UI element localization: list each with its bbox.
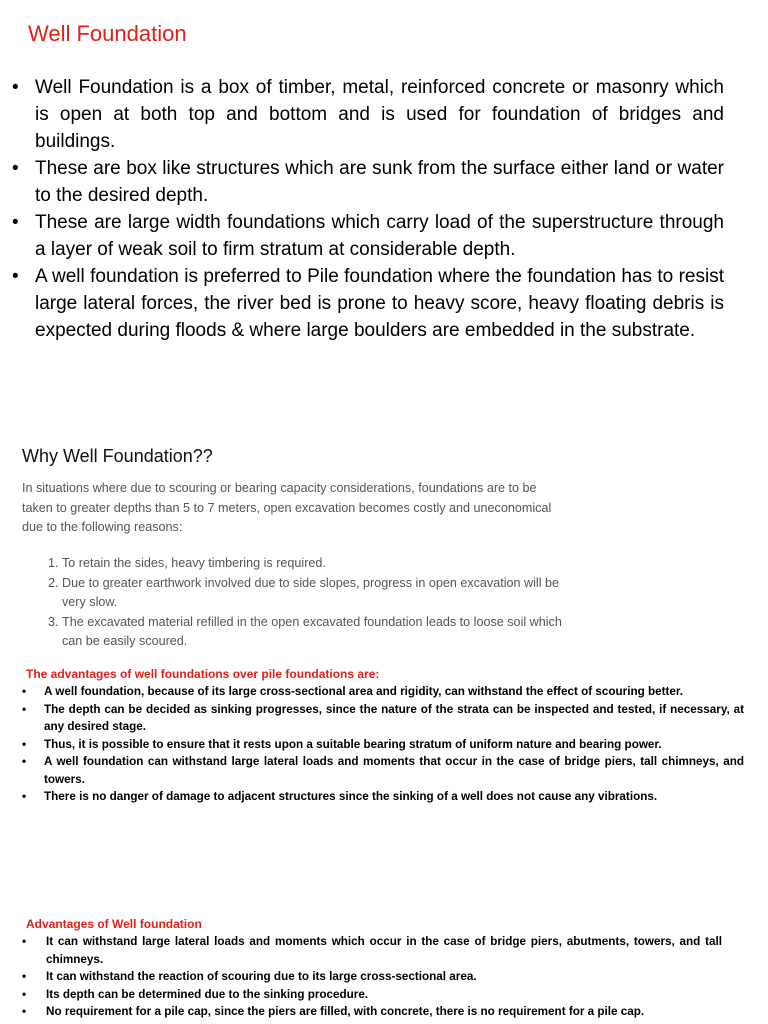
advantages-list [22, 683, 744, 806]
list-item [22, 788, 744, 806]
bullet-icon: • [22, 987, 27, 1001]
bullet-icon: • [22, 755, 27, 768]
list-item-text: The depth can be decided as sinking progresses, since the nature of the strata can be inspected and tested, if necessary, at any desired stage. [44, 702, 744, 733]
list-item-text: Thus, it is possible to ensure that it rests upon a suitable bearing stratum of uniform nature and bearing power. [44, 737, 662, 751]
list-item [12, 74, 724, 155]
list-number: 1. [48, 556, 59, 570]
page-title: Well Foundation [28, 21, 187, 46]
list-item [22, 986, 722, 1004]
advantages-heading: The advantages of well foundations over pile foundations are: [26, 667, 380, 681]
list-item [12, 155, 724, 209]
list-item-text: To retain the sides, heavy timbering is required. [62, 556, 326, 570]
list-item-text: The excavated material refilled in the open excavated foundation leads to loose soil which can be easily scoured. [62, 614, 562, 648]
bullet-icon: • [12, 212, 19, 233]
list-item [22, 1003, 722, 1021]
intro-paragraph: In situations where due to scouring or bearing capacity considerations, foundations are to be taken to greater depths than 5 to 7 meters, open excavation becomes costly and uneconomical due to the following reasons: [22, 481, 552, 534]
advantages-list [22, 933, 722, 1021]
list-item-text: There is no danger of damage to adjacent structures since the sinking of a well does not cause any vibrations. [44, 790, 658, 803]
list-number: 3. [48, 614, 59, 629]
list-number: 2. [48, 575, 59, 590]
list-item-text: Its depth can be determined due to the sinking procedure. [46, 987, 369, 1001]
list-item-text: No requirement for a pile cap, since the piers are filled, with concrete, there is no requirement for a pile cap. [46, 1005, 645, 1018]
list-item [48, 574, 568, 613]
bullet-icon: • [12, 77, 19, 98]
list-item-text: A well foundation is preferred to Pile foundation where the foundation has to resist large lateral forces, the river bed is prone to heavy score, heavy floating debris is expected during floods & where large boulders are embedded in the substrate. [35, 266, 724, 341]
list-item-text: These are large width foundations which carry load of the superstructure through a layer of weak soil to firm stratum at considerable depth. [35, 212, 724, 260]
list-item [22, 701, 744, 736]
list-item-text: A well foundation can withstand large lateral loads and moments that occur in the case of bridge piers, tall chimneys, and towers. [44, 755, 744, 786]
list-item-text: It can withstand large lateral loads and moments which occur in the case of bridge piers, abutments, towers, and tall chimneys. [46, 935, 722, 966]
list-item [22, 753, 744, 788]
list-item-text: These are box like structures which are sunk from the surface either land or water to the desired depth. [35, 158, 724, 206]
bullet-icon: • [22, 685, 27, 698]
bullet-icon: • [12, 266, 19, 287]
bullet-icon: • [12, 158, 19, 179]
list-item [22, 933, 722, 968]
advantages-heading: Advantages of Well foundation [26, 917, 202, 931]
definition-bullet-list [12, 74, 724, 344]
bullet-icon: • [22, 737, 27, 751]
list-item-text: Well Foundation is a box of timber, metal, reinforced concrete or masonry which is open at both top and bottom and is used for foundation of bridges and buildings. [35, 77, 724, 152]
list-item [22, 968, 722, 986]
bullet-icon: • [22, 935, 27, 948]
bullet-icon: • [22, 702, 27, 716]
bullet-icon: • [22, 1005, 27, 1018]
bullet-icon: • [22, 970, 27, 983]
list-item [12, 263, 724, 344]
list-item-text: Due to greater earthwork involved due to side slopes, progress in open excavation will be very slow. [62, 575, 560, 609]
list-item-text: It can withstand the reaction of scouring due to its large cross-sectional area. [46, 970, 477, 983]
list-item [48, 554, 568, 574]
list-item [22, 683, 744, 701]
section-heading: Why Well Foundation?? [22, 446, 213, 466]
list-item [12, 209, 724, 263]
list-item [22, 736, 744, 754]
reasons-list [48, 554, 568, 652]
bullet-icon: • [22, 790, 27, 803]
list-item [48, 613, 568, 652]
list-item-text: A well foundation, because of its large cross-sectional area and rigidity, can withstand the effect of scouring better. [44, 685, 684, 698]
